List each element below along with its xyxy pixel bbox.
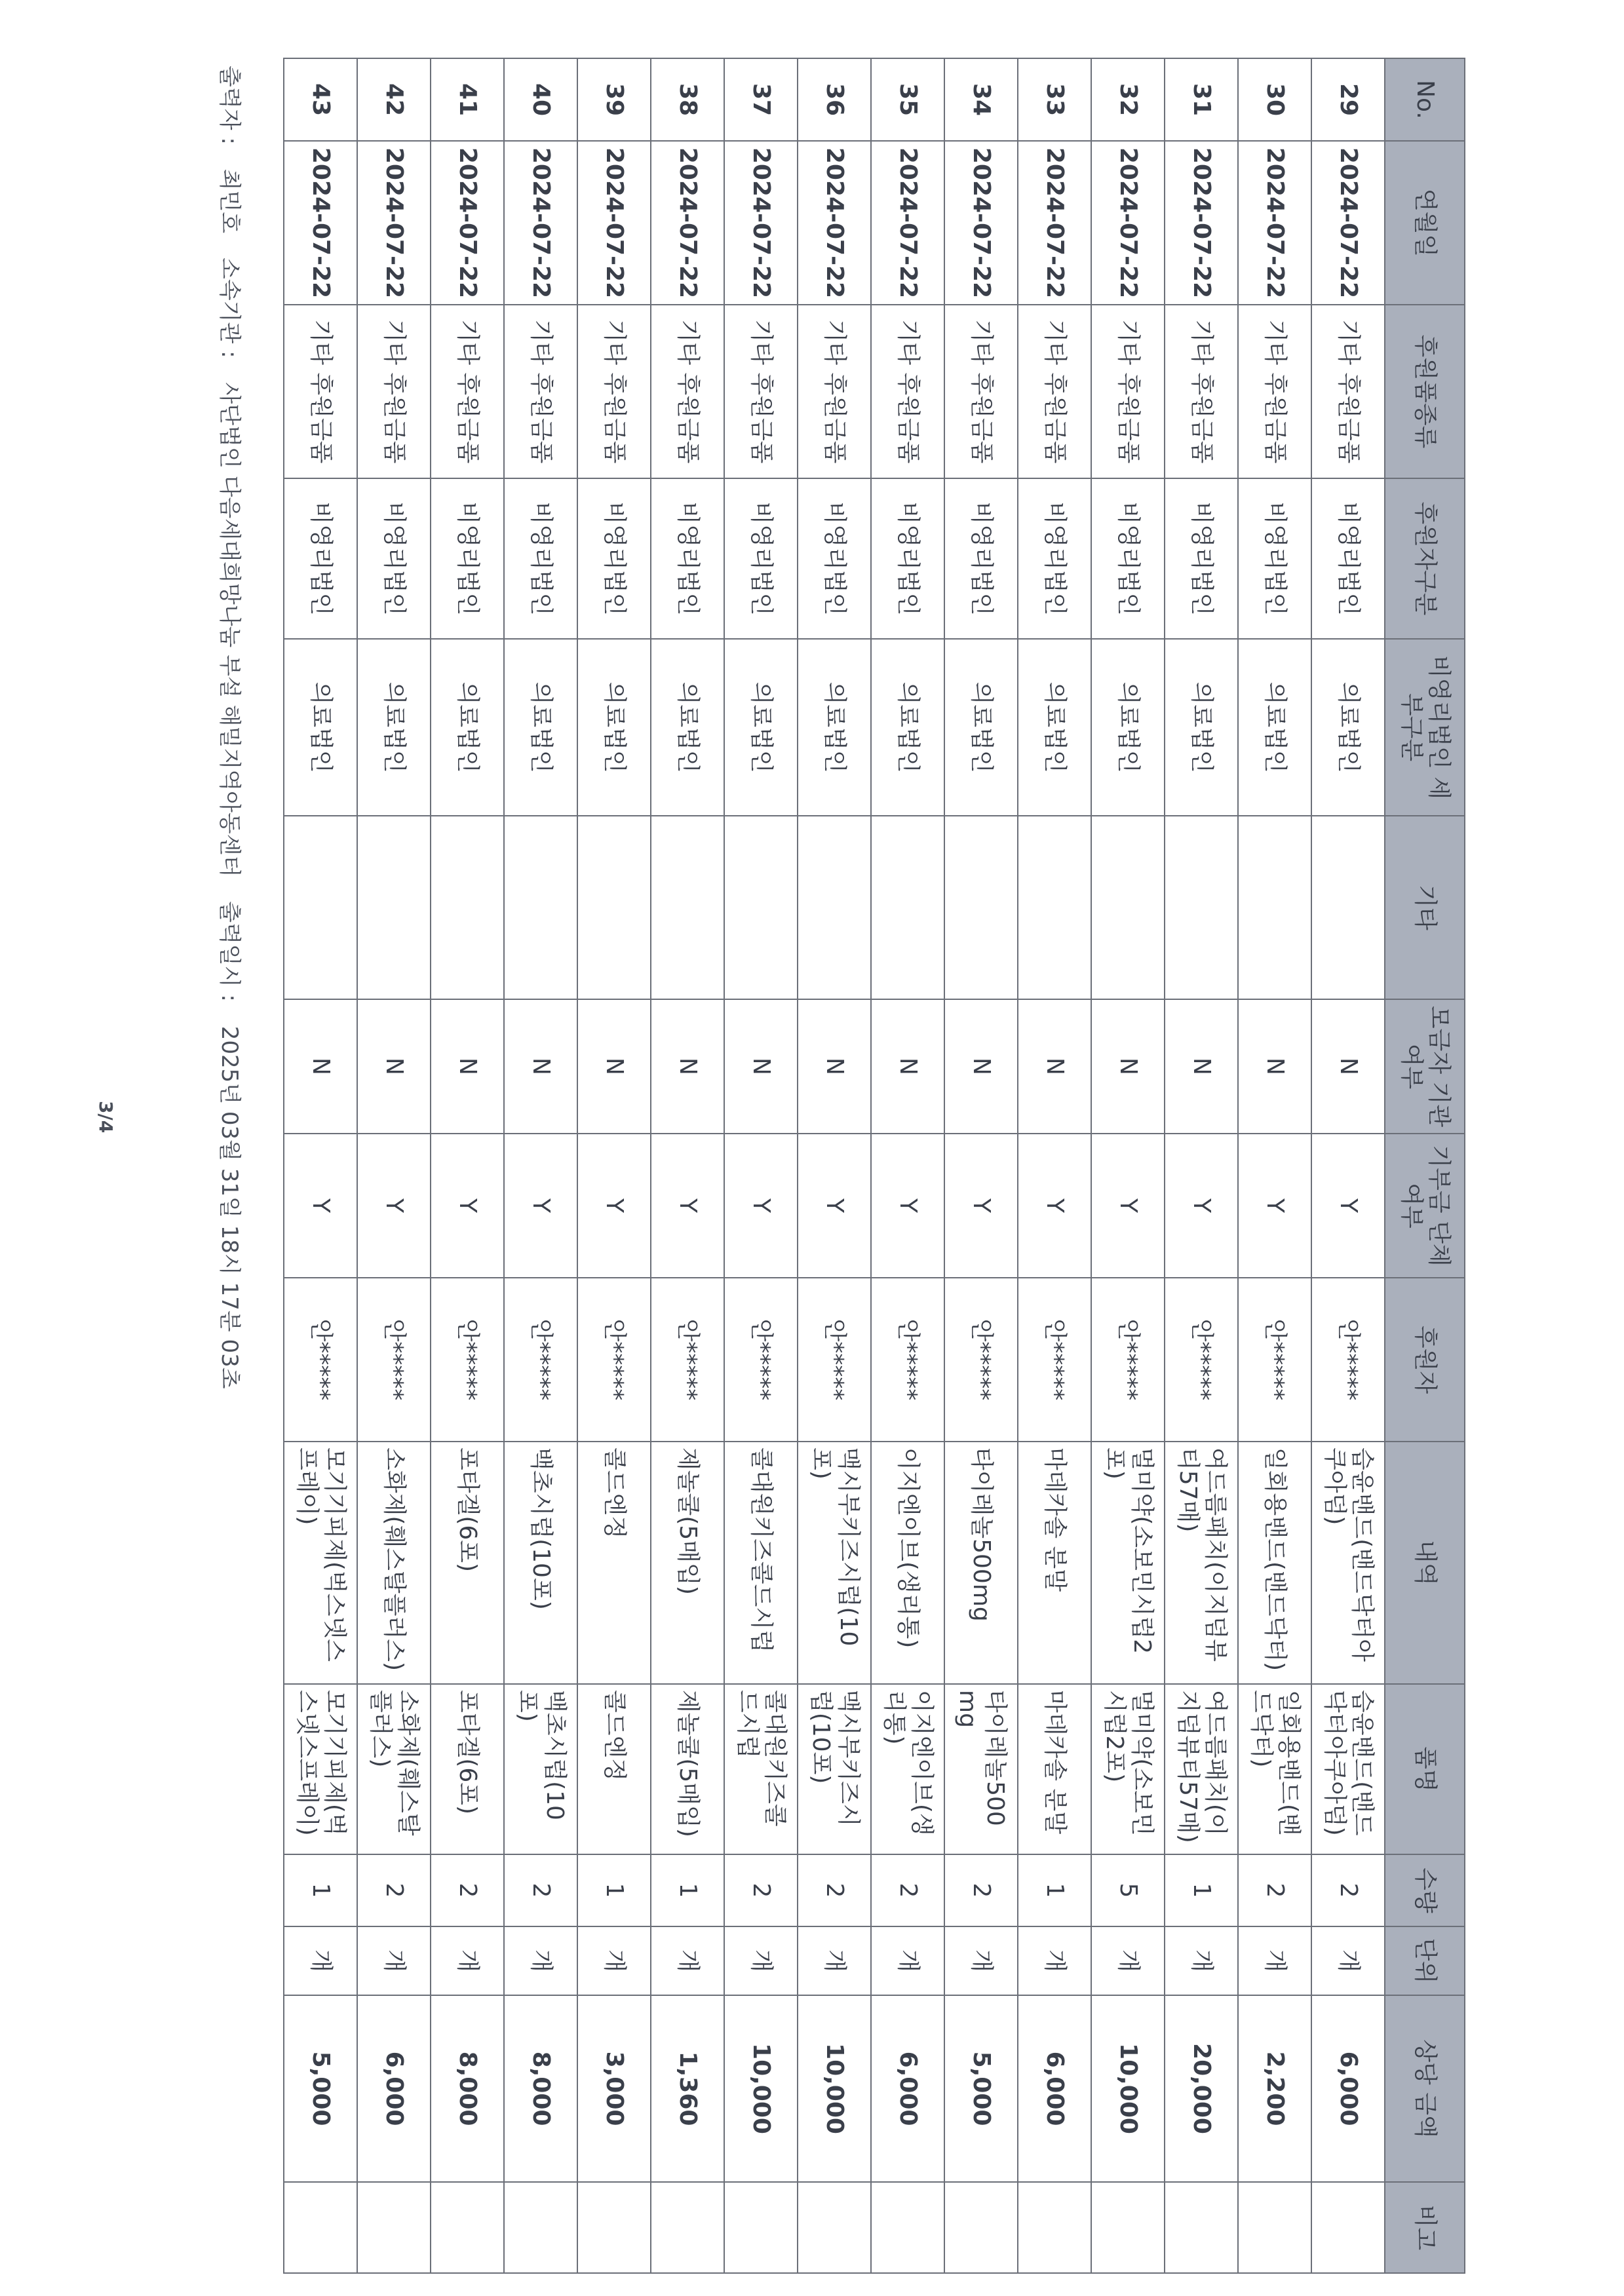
- cell-sub-class: 의료법인: [798, 639, 871, 816]
- cell-donor: 안*****: [798, 1278, 871, 1442]
- cell-donation-org: Y: [1018, 1134, 1091, 1278]
- print-footer: [216, 66, 248, 1406]
- cell-qty: 2: [724, 1854, 798, 1926]
- table-row: [1018, 58, 1091, 2273]
- cell-item: 제놀쿨(5매입): [651, 1684, 724, 1854]
- cell-type: 기타 후원금품: [651, 305, 724, 478]
- cell-donor: 안*****: [1238, 1278, 1311, 1442]
- cell-sub-class: 의료법인: [431, 639, 504, 816]
- cell-no: 32: [1091, 58, 1165, 141]
- cell-amount: 1,360: [651, 1995, 724, 2182]
- cell-donor-class: 비영리법인: [1091, 478, 1165, 639]
- cell-qty: 1: [651, 1854, 724, 1926]
- cell-item: 소화제(훼스탈플러스): [357, 1684, 431, 1854]
- cell-qty: 2: [357, 1854, 431, 1926]
- cell-type: 기타 후원금품: [1091, 305, 1165, 478]
- cell-amount: 8,000: [504, 1995, 577, 2182]
- cell-donor: 안*****: [651, 1278, 724, 1442]
- cell-detail: 타이레놀500mg: [944, 1442, 1018, 1684]
- cell-unit: 개: [431, 1926, 504, 1995]
- cell-date: 2024-07-22: [1238, 141, 1311, 305]
- cell-note: [1238, 2182, 1311, 2273]
- table-row: [357, 58, 431, 2273]
- cell-type: 기타 후원금품: [284, 305, 357, 478]
- cell-qty: 1: [577, 1854, 651, 1926]
- cell-amount: 10,000: [1091, 1995, 1165, 2182]
- cell-no: 29: [1311, 58, 1385, 141]
- cell-unit: 개: [357, 1926, 431, 1995]
- table-body: [284, 58, 1385, 2273]
- table-row: [1165, 58, 1238, 2273]
- cell-fund-org: N: [1238, 999, 1311, 1134]
- cell-date: 2024-07-22: [798, 141, 871, 305]
- cell-type: 기타 후원금품: [504, 305, 577, 478]
- table-row: [504, 58, 577, 2273]
- table-row: [431, 58, 504, 2273]
- cell-item: 포타겔(6포): [431, 1684, 504, 1854]
- cell-amount: 8,000: [431, 1995, 504, 2182]
- cell-detail: 이지엔이브(생리통): [871, 1442, 944, 1684]
- header-no: No.: [1385, 58, 1465, 141]
- org-name: 사단법인 다음세대희망나눔 부설 해밀지역아동센터: [216, 382, 242, 877]
- cell-donation-org: Y: [1311, 1134, 1385, 1278]
- cell-sub-class: 의료법인: [284, 639, 357, 816]
- header-fund-org: 모금자 기관여부: [1385, 999, 1465, 1134]
- cell-item: 콜드엔정: [577, 1684, 651, 1854]
- cell-etc: [724, 816, 798, 999]
- cell-date: 2024-07-22: [651, 141, 724, 305]
- header-note: 비고: [1385, 2182, 1465, 2273]
- cell-detail: 습윤밴드(밴드닥터아쿠아덤): [1311, 1442, 1385, 1684]
- cell-fund-org: N: [1091, 999, 1165, 1134]
- cell-donor-class: 비영리법인: [944, 478, 1018, 639]
- cell-no: 42: [357, 58, 431, 141]
- cell-type: 기타 후원금품: [1018, 305, 1091, 478]
- cell-fund-org: N: [1165, 999, 1238, 1134]
- cell-amount: 6,000: [357, 1995, 431, 2182]
- cell-etc: [577, 816, 651, 999]
- cell-date: 2024-07-22: [284, 141, 357, 305]
- cell-note: [651, 2182, 724, 2273]
- cell-amount: 20,000: [1165, 1995, 1238, 2182]
- cell-unit: 개: [724, 1926, 798, 1995]
- cell-donor: 안*****: [1165, 1278, 1238, 1442]
- cell-date: 2024-07-22: [1091, 141, 1165, 305]
- header-qty: 수량: [1385, 1854, 1465, 1926]
- cell-sub-class: 의료법인: [1165, 639, 1238, 816]
- cell-amount: 10,000: [798, 1995, 871, 2182]
- cell-no: 37: [724, 58, 798, 141]
- cell-no: 43: [284, 58, 357, 141]
- cell-note: [504, 2182, 577, 2273]
- cell-donation-org: Y: [651, 1134, 724, 1278]
- cell-donor-class: 비영리법인: [1165, 478, 1238, 639]
- cell-date: 2024-07-22: [944, 141, 1018, 305]
- cell-donation-org: Y: [431, 1134, 504, 1278]
- cell-note: [431, 2182, 504, 2273]
- cell-sub-class: 의료법인: [871, 639, 944, 816]
- cell-qty: 1: [1018, 1854, 1091, 1926]
- cell-donor-class: 비영리법인: [1311, 478, 1385, 639]
- cell-date: 2024-07-22: [724, 141, 798, 305]
- cell-type: 기타 후원금품: [798, 305, 871, 478]
- cell-etc: [1238, 816, 1311, 999]
- cell-etc: [944, 816, 1018, 999]
- cell-note: [1091, 2182, 1165, 2273]
- cell-amount: 6,000: [1311, 1995, 1385, 2182]
- cell-fund-org: N: [431, 999, 504, 1134]
- cell-fund-org: N: [871, 999, 944, 1134]
- header-donation-org: 기부금 단체여부: [1385, 1134, 1465, 1278]
- table-row: [651, 58, 724, 2273]
- cell-donor-class: 비영리법인: [724, 478, 798, 639]
- cell-fund-org: N: [724, 999, 798, 1134]
- cell-note: [724, 2182, 798, 2273]
- cell-no: 40: [504, 58, 577, 141]
- cell-note: [798, 2182, 871, 2273]
- cell-date: 2024-07-22: [871, 141, 944, 305]
- org-label: 소속기관 :: [216, 257, 242, 358]
- cell-donor: 안*****: [357, 1278, 431, 1442]
- cell-unit: 개: [944, 1926, 1018, 1995]
- cell-type: 기타 후원금품: [944, 305, 1018, 478]
- cell-qty: 2: [504, 1854, 577, 1926]
- cell-etc: [651, 816, 724, 999]
- cell-detail: 포타겔(6포): [431, 1442, 504, 1684]
- table-row: [1311, 58, 1385, 2273]
- cell-fund-org: N: [284, 999, 357, 1134]
- cell-type: 기타 후원금품: [724, 305, 798, 478]
- cell-item: 마데카솔 분말: [1018, 1684, 1091, 1854]
- cell-note: [1311, 2182, 1385, 2273]
- cell-etc: [504, 816, 577, 999]
- cell-detail: 콜대원키즈콜드시럽: [724, 1442, 798, 1684]
- print-time-label: 출력일시 :: [216, 901, 242, 1002]
- header-donor-class: 후원자구분: [1385, 478, 1465, 639]
- cell-date: 2024-07-22: [1311, 141, 1385, 305]
- cell-donor: 안*****: [944, 1278, 1018, 1442]
- cell-qty: 2: [798, 1854, 871, 1926]
- table-row: [724, 58, 798, 2273]
- header-etc: 기타: [1385, 816, 1465, 999]
- cell-donation-org: Y: [577, 1134, 651, 1278]
- cell-qty: 1: [284, 1854, 357, 1926]
- cell-etc: [284, 816, 357, 999]
- cell-type: 기타 후원금품: [871, 305, 944, 478]
- cell-item: 일회용밴드(밴드닥터): [1238, 1684, 1311, 1854]
- cell-item: 모기기피제(벅스넷스프레이): [284, 1684, 357, 1854]
- cell-unit: 개: [284, 1926, 357, 1995]
- donation-items-table: [283, 58, 1465, 2274]
- cell-no: 33: [1018, 58, 1091, 141]
- cell-sub-class: 의료법인: [944, 639, 1018, 816]
- cell-date: 2024-07-22: [1165, 141, 1238, 305]
- cell-unit: 개: [1165, 1926, 1238, 1995]
- cell-donor-class: 비영리법인: [798, 478, 871, 639]
- cell-amount: 6,000: [1018, 1995, 1091, 2182]
- table-row: [1238, 58, 1311, 2273]
- cell-fund-org: N: [357, 999, 431, 1134]
- cell-item: 맥시부키즈시럽(10포): [798, 1684, 871, 1854]
- cell-unit: 개: [871, 1926, 944, 1995]
- cell-donor: 안*****: [431, 1278, 504, 1442]
- cell-donor: 안*****: [724, 1278, 798, 1442]
- cell-detail: 멀미약(소보민시럽2포): [1091, 1442, 1165, 1684]
- cell-donor: 안*****: [577, 1278, 651, 1442]
- cell-detail: 소화제(훼스탈플러스): [357, 1442, 431, 1684]
- cell-etc: [1018, 816, 1091, 999]
- cell-fund-org: N: [504, 999, 577, 1134]
- cell-no: 34: [944, 58, 1018, 141]
- cell-fund-org: N: [1018, 999, 1091, 1134]
- cell-detail: 모기기피제(벅스넷스프레이): [284, 1442, 357, 1684]
- cell-note: [357, 2182, 431, 2273]
- cell-no: 39: [577, 58, 651, 141]
- cell-item: 멀미약(소보민시럽2포): [1091, 1684, 1165, 1854]
- cell-etc: [1311, 816, 1385, 999]
- cell-item: 타이레놀500mg: [944, 1684, 1018, 1854]
- cell-no: 36: [798, 58, 871, 141]
- cell-sub-class: 의료법인: [1091, 639, 1165, 816]
- cell-no: 38: [651, 58, 724, 141]
- header-sub-class: 비영리법인 세부구분: [1385, 639, 1465, 816]
- table-row: [798, 58, 871, 2273]
- cell-no: 35: [871, 58, 944, 141]
- printer-label: 출력자 :: [216, 66, 242, 145]
- cell-unit: 개: [1311, 1926, 1385, 1995]
- header-donor: 후원자: [1385, 1278, 1465, 1442]
- table-row: [1091, 58, 1165, 2273]
- cell-donor-class: 비영리법인: [1018, 478, 1091, 639]
- cell-donation-org: Y: [944, 1134, 1018, 1278]
- page-number: 3/4: [95, 1101, 117, 1134]
- cell-unit: 개: [504, 1926, 577, 1995]
- cell-donation-org: Y: [1165, 1134, 1238, 1278]
- cell-donor-class: 비영리법인: [871, 478, 944, 639]
- cell-date: 2024-07-22: [1018, 141, 1091, 305]
- cell-donor-class: 비영리법인: [357, 478, 431, 639]
- cell-detail: 여드름패치(이지덤뷰티57매): [1165, 1442, 1238, 1684]
- cell-qty: 1: [1165, 1854, 1238, 1926]
- cell-amount: 5,000: [944, 1995, 1018, 2182]
- cell-donation-org: Y: [1238, 1134, 1311, 1278]
- cell-detail: 콜드엔정: [577, 1442, 651, 1684]
- cell-sub-class: 의료법인: [504, 639, 577, 816]
- cell-donation-org: Y: [724, 1134, 798, 1278]
- header-item: 품명: [1385, 1684, 1465, 1854]
- cell-amount: 3,000: [577, 1995, 651, 2182]
- cell-note: [1165, 2182, 1238, 2273]
- cell-item: 백초시럽(10포): [504, 1684, 577, 1854]
- cell-item: 이지엔이브(생리통): [871, 1684, 944, 1854]
- cell-etc: [871, 816, 944, 999]
- print-time-value: 2025년 03월 31일 18시 17분 03초: [216, 1025, 242, 1389]
- cell-date: 2024-07-22: [431, 141, 504, 305]
- cell-no: 30: [1238, 58, 1311, 141]
- cell-donation-org: Y: [1091, 1134, 1165, 1278]
- table-header-row: [1385, 58, 1465, 2273]
- table-row: [944, 58, 1018, 2273]
- cell-qty: 2: [1311, 1854, 1385, 1926]
- cell-amount: 10,000: [724, 1995, 798, 2182]
- header-unit: 단위: [1385, 1926, 1465, 1995]
- cell-qty: 5: [1091, 1854, 1165, 1926]
- cell-fund-org: N: [577, 999, 651, 1134]
- cell-donation-org: Y: [871, 1134, 944, 1278]
- cell-note: [1018, 2182, 1091, 2273]
- cell-detail: 제놀쿨(5매입): [651, 1442, 724, 1684]
- cell-unit: 개: [1091, 1926, 1165, 1995]
- table-row: [577, 58, 651, 2273]
- cell-type: 기타 후원금품: [577, 305, 651, 478]
- cell-fund-org: N: [944, 999, 1018, 1134]
- cell-donor-class: 비영리법인: [577, 478, 651, 639]
- cell-sub-class: 의료법인: [357, 639, 431, 816]
- cell-qty: 2: [871, 1854, 944, 1926]
- cell-date: 2024-07-22: [504, 141, 577, 305]
- cell-no: 41: [431, 58, 504, 141]
- cell-unit: 개: [577, 1926, 651, 1995]
- cell-type: 기타 후원금품: [357, 305, 431, 478]
- cell-donation-org: Y: [504, 1134, 577, 1278]
- cell-no: 31: [1165, 58, 1238, 141]
- cell-donation-org: Y: [798, 1134, 871, 1278]
- cell-donor-class: 비영리법인: [431, 478, 504, 639]
- cell-date: 2024-07-22: [357, 141, 431, 305]
- cell-unit: 개: [1018, 1926, 1091, 1995]
- cell-donor: 안*****: [1091, 1278, 1165, 1442]
- cell-note: [284, 2182, 357, 2273]
- cell-amount: 6,000: [871, 1995, 944, 2182]
- cell-sub-class: 의료법인: [1238, 639, 1311, 816]
- cell-fund-org: N: [1311, 999, 1385, 1134]
- cell-donor: 안*****: [284, 1278, 357, 1442]
- cell-sub-class: 의료법인: [1311, 639, 1385, 816]
- cell-donor: 안*****: [504, 1278, 577, 1442]
- table-row: [871, 58, 944, 2273]
- header-amount: 상당 금액: [1385, 1995, 1465, 2182]
- cell-qty: 2: [431, 1854, 504, 1926]
- cell-donor-class: 비영리법인: [504, 478, 577, 639]
- cell-item: 콜대원키즈콜드시럽: [724, 1684, 798, 1854]
- cell-donor-class: 비영리법인: [651, 478, 724, 639]
- cell-detail: 일회용밴드(밴드닥터): [1238, 1442, 1311, 1684]
- cell-type: 기타 후원금품: [431, 305, 504, 478]
- cell-qty: 2: [1238, 1854, 1311, 1926]
- cell-type: 기타 후원금품: [1311, 305, 1385, 478]
- cell-sub-class: 의료법인: [577, 639, 651, 816]
- cell-donor: 안*****: [1311, 1278, 1385, 1442]
- cell-etc: [798, 816, 871, 999]
- cell-amount: 5,000: [284, 1995, 357, 2182]
- cell-etc: [1165, 816, 1238, 999]
- cell-note: [944, 2182, 1018, 2273]
- cell-donor-class: 비영리법인: [284, 478, 357, 639]
- cell-donor: 안*****: [871, 1278, 944, 1442]
- cell-detail: 마데카솔 분말: [1018, 1442, 1091, 1684]
- cell-item: 습윤밴드(밴드닥터아쿠아덤): [1311, 1684, 1385, 1854]
- cell-note: [577, 2182, 651, 2273]
- header-type: 후원품종류: [1385, 305, 1465, 478]
- cell-qty: 2: [944, 1854, 1018, 1926]
- cell-donor: 안*****: [1018, 1278, 1091, 1442]
- cell-etc: [1091, 816, 1165, 999]
- cell-sub-class: 의료법인: [651, 639, 724, 816]
- header-detail: 내역: [1385, 1442, 1465, 1684]
- cell-fund-org: N: [798, 999, 871, 1134]
- cell-detail: 백초시럽(10포): [504, 1442, 577, 1684]
- cell-unit: 개: [798, 1926, 871, 1995]
- header-date: 연월일: [1385, 141, 1465, 305]
- cell-sub-class: 의료법인: [724, 639, 798, 816]
- cell-type: 기타 후원금품: [1165, 305, 1238, 478]
- cell-fund-org: N: [651, 999, 724, 1134]
- cell-detail: 맥시부키즈시럽(10포): [798, 1442, 871, 1684]
- cell-item: 여드름패치(이지덤뷰티57매): [1165, 1684, 1238, 1854]
- cell-unit: 개: [1238, 1926, 1311, 1995]
- printer-name: 최민호: [216, 168, 242, 234]
- table-row: [284, 58, 357, 2273]
- cell-etc: [431, 816, 504, 999]
- cell-donor-class: 비영리법인: [1238, 478, 1311, 639]
- cell-donation-org: Y: [357, 1134, 431, 1278]
- cell-date: 2024-07-22: [577, 141, 651, 305]
- cell-unit: 개: [651, 1926, 724, 1995]
- cell-etc: [357, 816, 431, 999]
- cell-sub-class: 의료법인: [1018, 639, 1091, 816]
- cell-type: 기타 후원금품: [1238, 305, 1311, 478]
- cell-donation-org: Y: [284, 1134, 357, 1278]
- cell-amount: 2,200: [1238, 1995, 1311, 2182]
- cell-note: [871, 2182, 944, 2273]
